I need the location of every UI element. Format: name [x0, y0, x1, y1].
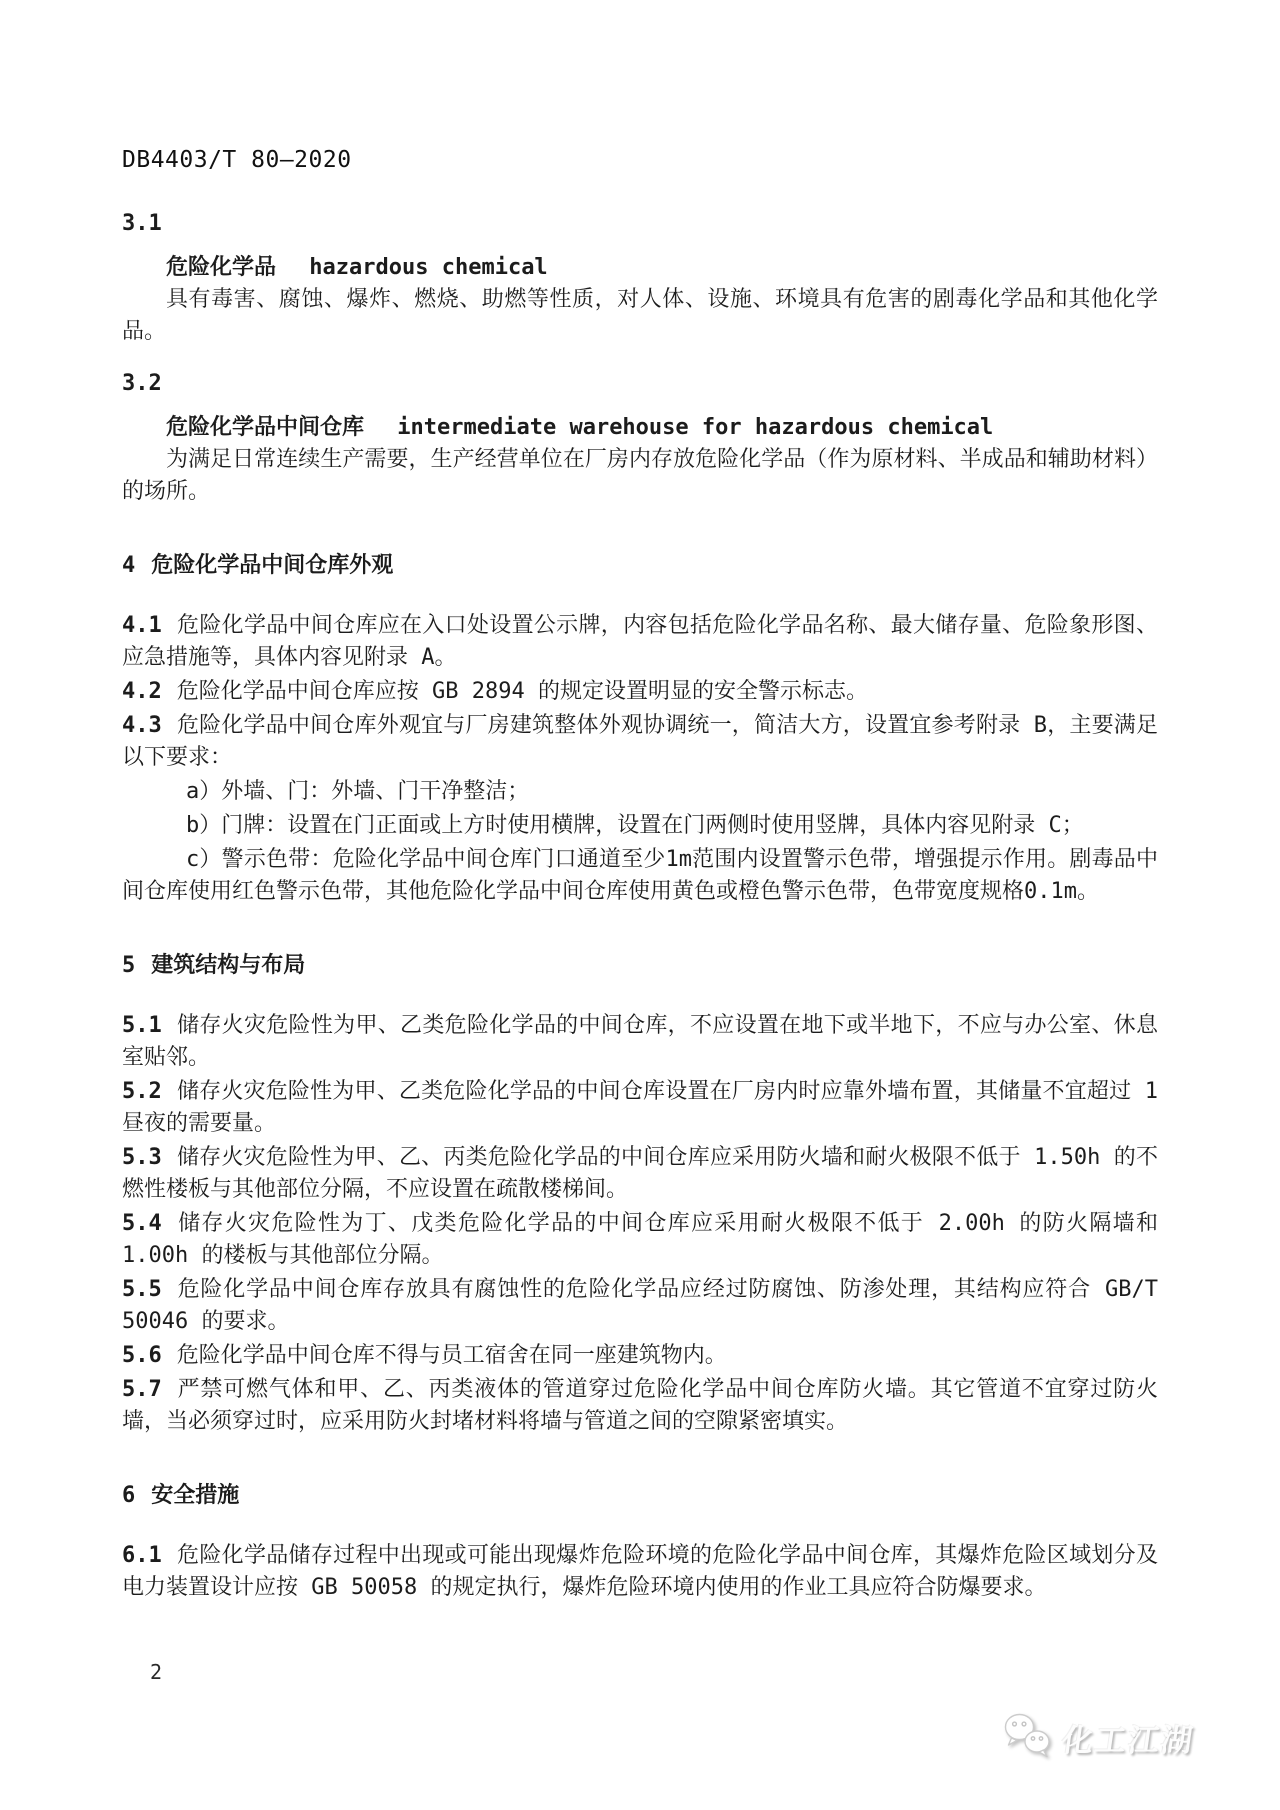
watermark: [1002, 1712, 1197, 1770]
section-heading: [122, 550, 1158, 582]
term-number: 3.1: [122, 211, 162, 236]
clause-5-2: [122, 1076, 1158, 1140]
section-heading: [122, 1480, 1158, 1512]
clause-text: 危险化学品中间仓库应按 GB 2894 的规定设置明显的安全警示标志。: [176, 679, 868, 704]
clause-number: 4.2: [122, 679, 162, 704]
clause-number: 4.3: [122, 713, 162, 738]
term-name-en: intermediate warehouse for hazardous chemical: [397, 415, 994, 440]
clause-number: 4.1: [122, 613, 162, 638]
section-number: 5: [122, 953, 136, 978]
section-number: 6: [122, 1483, 136, 1508]
clause-number: 5.5: [122, 1277, 162, 1302]
section-title: 危险化学品中间仓库外观: [151, 553, 394, 578]
term-number: 3.2: [122, 371, 162, 396]
clause-number: 5.4: [122, 1211, 162, 1236]
term-block-3-2: [122, 368, 1158, 508]
list-item-a: a）外墙、门：外墙、门干净整洁；: [186, 779, 530, 804]
term-name-zh: 危险化学品: [166, 255, 277, 280]
section-4-appearance: [122, 550, 1158, 908]
section-heading: [122, 950, 1158, 982]
clause-text: 危险化学品中间仓库不得与员工宿舍在同一座建筑物内。: [176, 1343, 727, 1368]
section-title: 安全措施: [151, 1483, 240, 1508]
clause-5-1: [122, 1010, 1158, 1074]
term-name-zh: 危险化学品中间仓库: [166, 415, 365, 440]
clause-text: 严禁可燃气体和甲、乙、丙类液体的管道穿过危险化学品中间仓库防火墙。其它管道不宜穿过防火墙，当必须穿过时，应采用防火封堵材料将墙与管道之间的空隙紧密填实。: [122, 1377, 1158, 1434]
clause-text: 危险化学品储存过程中出现或可能出现爆炸危险环境的危险化学品中间仓库，其爆炸危险区域划分及电力装置设计应按 GB 50058 的规定执行，爆炸危险环境内使用的作业工具应符合防爆要求。: [122, 1543, 1158, 1600]
clause-4-2: [122, 676, 1158, 708]
clause-4-3: [122, 710, 1158, 774]
clause-text: 储存火灾危险性为甲、乙类危险化学品的中间仓库，不应设置在地下或半地下，不应与办公室、休息室贴邻。: [122, 1013, 1158, 1070]
clause-text: 储存火灾危险性为丁、戊类危险化学品的中间仓库应采用耐火极限不低于 2.00h 的防火隔墙和 1.00h 的楼板与其他部位分隔。: [122, 1211, 1158, 1268]
clause-number: 5.1: [122, 1013, 162, 1038]
list-item-b: b）门牌：设置在门正面或上方时使用横牌，设置在门两侧时使用竖牌，具体内容见附录 C；: [186, 813, 1084, 838]
clause-number: 6.1: [122, 1543, 162, 1568]
clause-text: 危险化学品中间仓库应在入口处设置公示牌，内容包括危险化学品名称、最大储存量、危险象形图、应急措施等，具体内容见附录 A。: [122, 613, 1158, 670]
section-6-safety: [122, 1480, 1158, 1604]
term-definition: 具有毒害、腐蚀、爆炸、燃烧、助燃等性质，对人体、设施、环境具有危害的剧毒化学品和其他化学品。: [122, 287, 1158, 344]
section-number: 4: [122, 553, 136, 578]
term-name-en: hazardous chemical: [309, 255, 548, 280]
clause-5-7: [122, 1374, 1158, 1438]
term-definition: 为满足日常连续生产需要，生产经营单位在厂房内存放危险化学品（作为原材料、半成品和辅助材料）的场所。: [122, 447, 1158, 504]
term-title: [122, 412, 1158, 444]
wechat-icon: [1002, 1712, 1054, 1770]
clause-4-1: [122, 610, 1158, 674]
clause-number: 5.2: [122, 1079, 162, 1104]
clause-5-3: [122, 1142, 1158, 1206]
clause-number: 5.3: [122, 1145, 162, 1170]
section-5-structure: [122, 950, 1158, 1438]
clause-text: 储存火灾危险性为甲、乙、丙类危险化学品的中间仓库应采用防火墙和耐火极限不低于 1.50h 的不燃性楼板与其他部位分隔，不应设置在疏散楼梯间。: [122, 1145, 1158, 1202]
term-block-3-1: [122, 208, 1158, 348]
standard-number-header: DB4403/T 80—2020: [122, 147, 352, 173]
clause-6-1: [122, 1540, 1158, 1604]
term-title: [122, 252, 1158, 284]
clause-5-5: [122, 1274, 1158, 1338]
clause-5-4: [122, 1208, 1158, 1272]
clause-number: 5.7: [122, 1377, 162, 1402]
watermark-text: 化工江湖: [1059, 1723, 1197, 1759]
clause-number: 5.6: [122, 1343, 162, 1368]
clause-text: 储存火灾危险性为甲、乙类危险化学品的中间仓库设置在厂房内时应靠外墙布置，其储量不宜超过 1 昼夜的需要量。: [122, 1079, 1158, 1136]
clause-5-6: [122, 1340, 1158, 1372]
page-number: 2: [150, 1660, 163, 1684]
clause-text: 危险化学品中间仓库存放具有腐蚀性的危险化学品应经过防腐蚀、防渗处理，其结构应符合 GB/T 50046 的要求。: [122, 1277, 1158, 1334]
section-title: 建筑结构与布局: [151, 953, 306, 978]
clause-text: 危险化学品中间仓库外观宜与厂房建筑整体外观协调统一，简洁大方，设置宜参考附录 B，主要满足以下要求：: [122, 713, 1158, 770]
list-item-c: c）警示色带：危险化学品中间仓库门口通道至少1m范围内设置警示色带，增强提示作用。剧毒品中间仓库使用红色警示色带，其他危险化学品中间仓库使用黄色或橙色警示色带，色带宽度规格0.1m。: [122, 847, 1158, 904]
